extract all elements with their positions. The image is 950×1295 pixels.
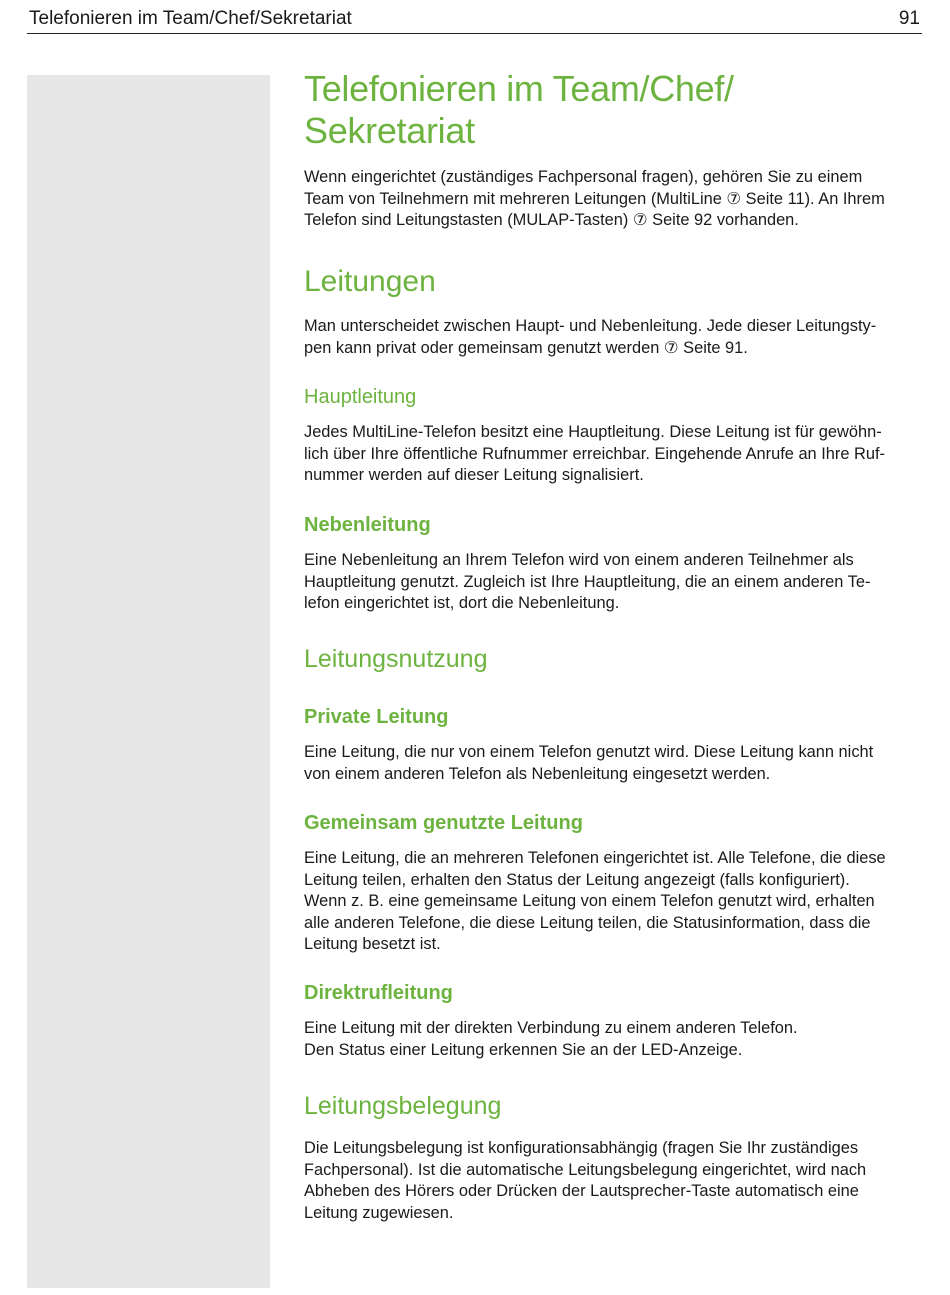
text-line: Jedes MultiLine-Telefon besitzt eine Hauptleitung. Diese Leitung ist für gewöhn- [304,423,882,441]
text-line: Eine Leitung, die an mehreren Telefonen eingerichtet ist. Alle Telefone, die diese [304,849,886,867]
running-title: Telefonieren im Team/Chef/Sekretariat [29,8,352,29]
heading-direktrufleitung: Direktrufleitung [304,982,453,1004]
text-line: Man unterscheidet zwischen Haupt- und Nebenleitung. Jede dieser Leitungsty- [304,317,877,335]
text-line: lefon eingerichtet ist, dort die Nebenleitung. [304,594,620,612]
text-line: Wenn eingerichtet (zuständiges Fachpersonal fragen), gehören Sie zu einem [304,168,863,186]
nebenleitung-paragraph [304,550,926,615]
page-title-line-1: Telefonieren im Team/Chef/ [304,68,734,109]
heading-nebenleitung: Nebenleitung [304,514,431,536]
page-title-line-2: Sekretariat [304,110,475,151]
text-line: Die Leitungsbelegung ist konfigurationsabhängig (fragen Sie Ihr zuständiges [304,1139,859,1157]
text-line: von einem anderen Telefon als Nebenleitung eingesetzt werden. [304,764,771,783]
page-number: 91 [898,8,920,29]
text-line: Abheben des Hörers oder Drücken der Lautsprecher-Taste automatisch eine [304,1182,859,1200]
leitungen-paragraph [304,316,926,359]
text-line: Eine Leitung mit der direkten Verbindung zu einem anderen Telefon. [304,1019,798,1037]
heading-leitungen: Leitungen [304,265,436,298]
running-header [27,4,922,34]
text-line: lich über Ihre öffentliche Rufnummer erreichbar. Eingehende Anrufe an Ihre Ruf- [304,444,885,463]
heading-leitungsbelegung: Leitungsbelegung [304,1092,502,1120]
text-line: Leitung teilen, erhalten den Status der Leitung angezeigt (falls konfiguriert). [304,870,850,889]
heading-private-leitung: Private Leitung [304,706,449,728]
heading-hauptleitung: Hauptleitung [304,386,417,408]
gemeinsam-paragraph [304,848,926,956]
text-line: Eine Leitung, die nur von einem Telefon genutzt wird. Diese Leitung kann nicht [304,743,874,761]
text-line: pen kann privat oder gemeinsam genutzt werden ⑦ Seite 91. [304,338,748,357]
text-line: nummer werden auf dieser Leitung signalisiert. [304,466,644,484]
page-title [304,68,926,152]
text-line: Telefon sind Leitungstasten (MULAP-Tasten) ⑦ Seite 92 vorhanden. [304,211,799,229]
text-line: Eine Nebenleitung an Ihrem Telefon wird von einem anderen Teilnehmer als [304,551,854,569]
direktruf-paragraph [304,1018,926,1061]
text-line: Leitung besetzt ist. [304,935,441,953]
heading-gemeinsam-genutzte-leitung: Gemeinsam genutzte Leitung [304,812,583,834]
private-leitung-paragraph [304,742,926,785]
hauptleitung-paragraph [304,422,926,487]
heading-leitungsnutzung: Leitungsnutzung [304,645,488,673]
text-line: Leitung zugewiesen. [304,1203,454,1222]
intro-paragraph [304,167,926,232]
text-line: Den Status einer Leitung erkennen Sie an der LED-Anzeige. [304,1040,743,1059]
belegung-paragraph [304,1138,926,1224]
text-line: Team von Teilnehmern mit mehreren Leitungen (MultiLine ⑦ Seite 11). An Ihrem [304,189,885,208]
text-line: Fachpersonal). Ist die automatische Leitungsbelegung eingerichtet, wird nach [304,1160,867,1179]
text-line: Wenn z. B. eine gemeinsame Leitung von einem Telefon genutzt wird, erhalten [304,892,875,910]
margin-column [27,75,270,1288]
text-line: Hauptleitung genutzt. Zugleich ist Ihre Hauptleitung, die an einem anderen Te- [304,572,871,591]
text-line: alle anderen Telefone, die diese Leitung teilen, die Statusinformation, dass die [304,913,871,932]
